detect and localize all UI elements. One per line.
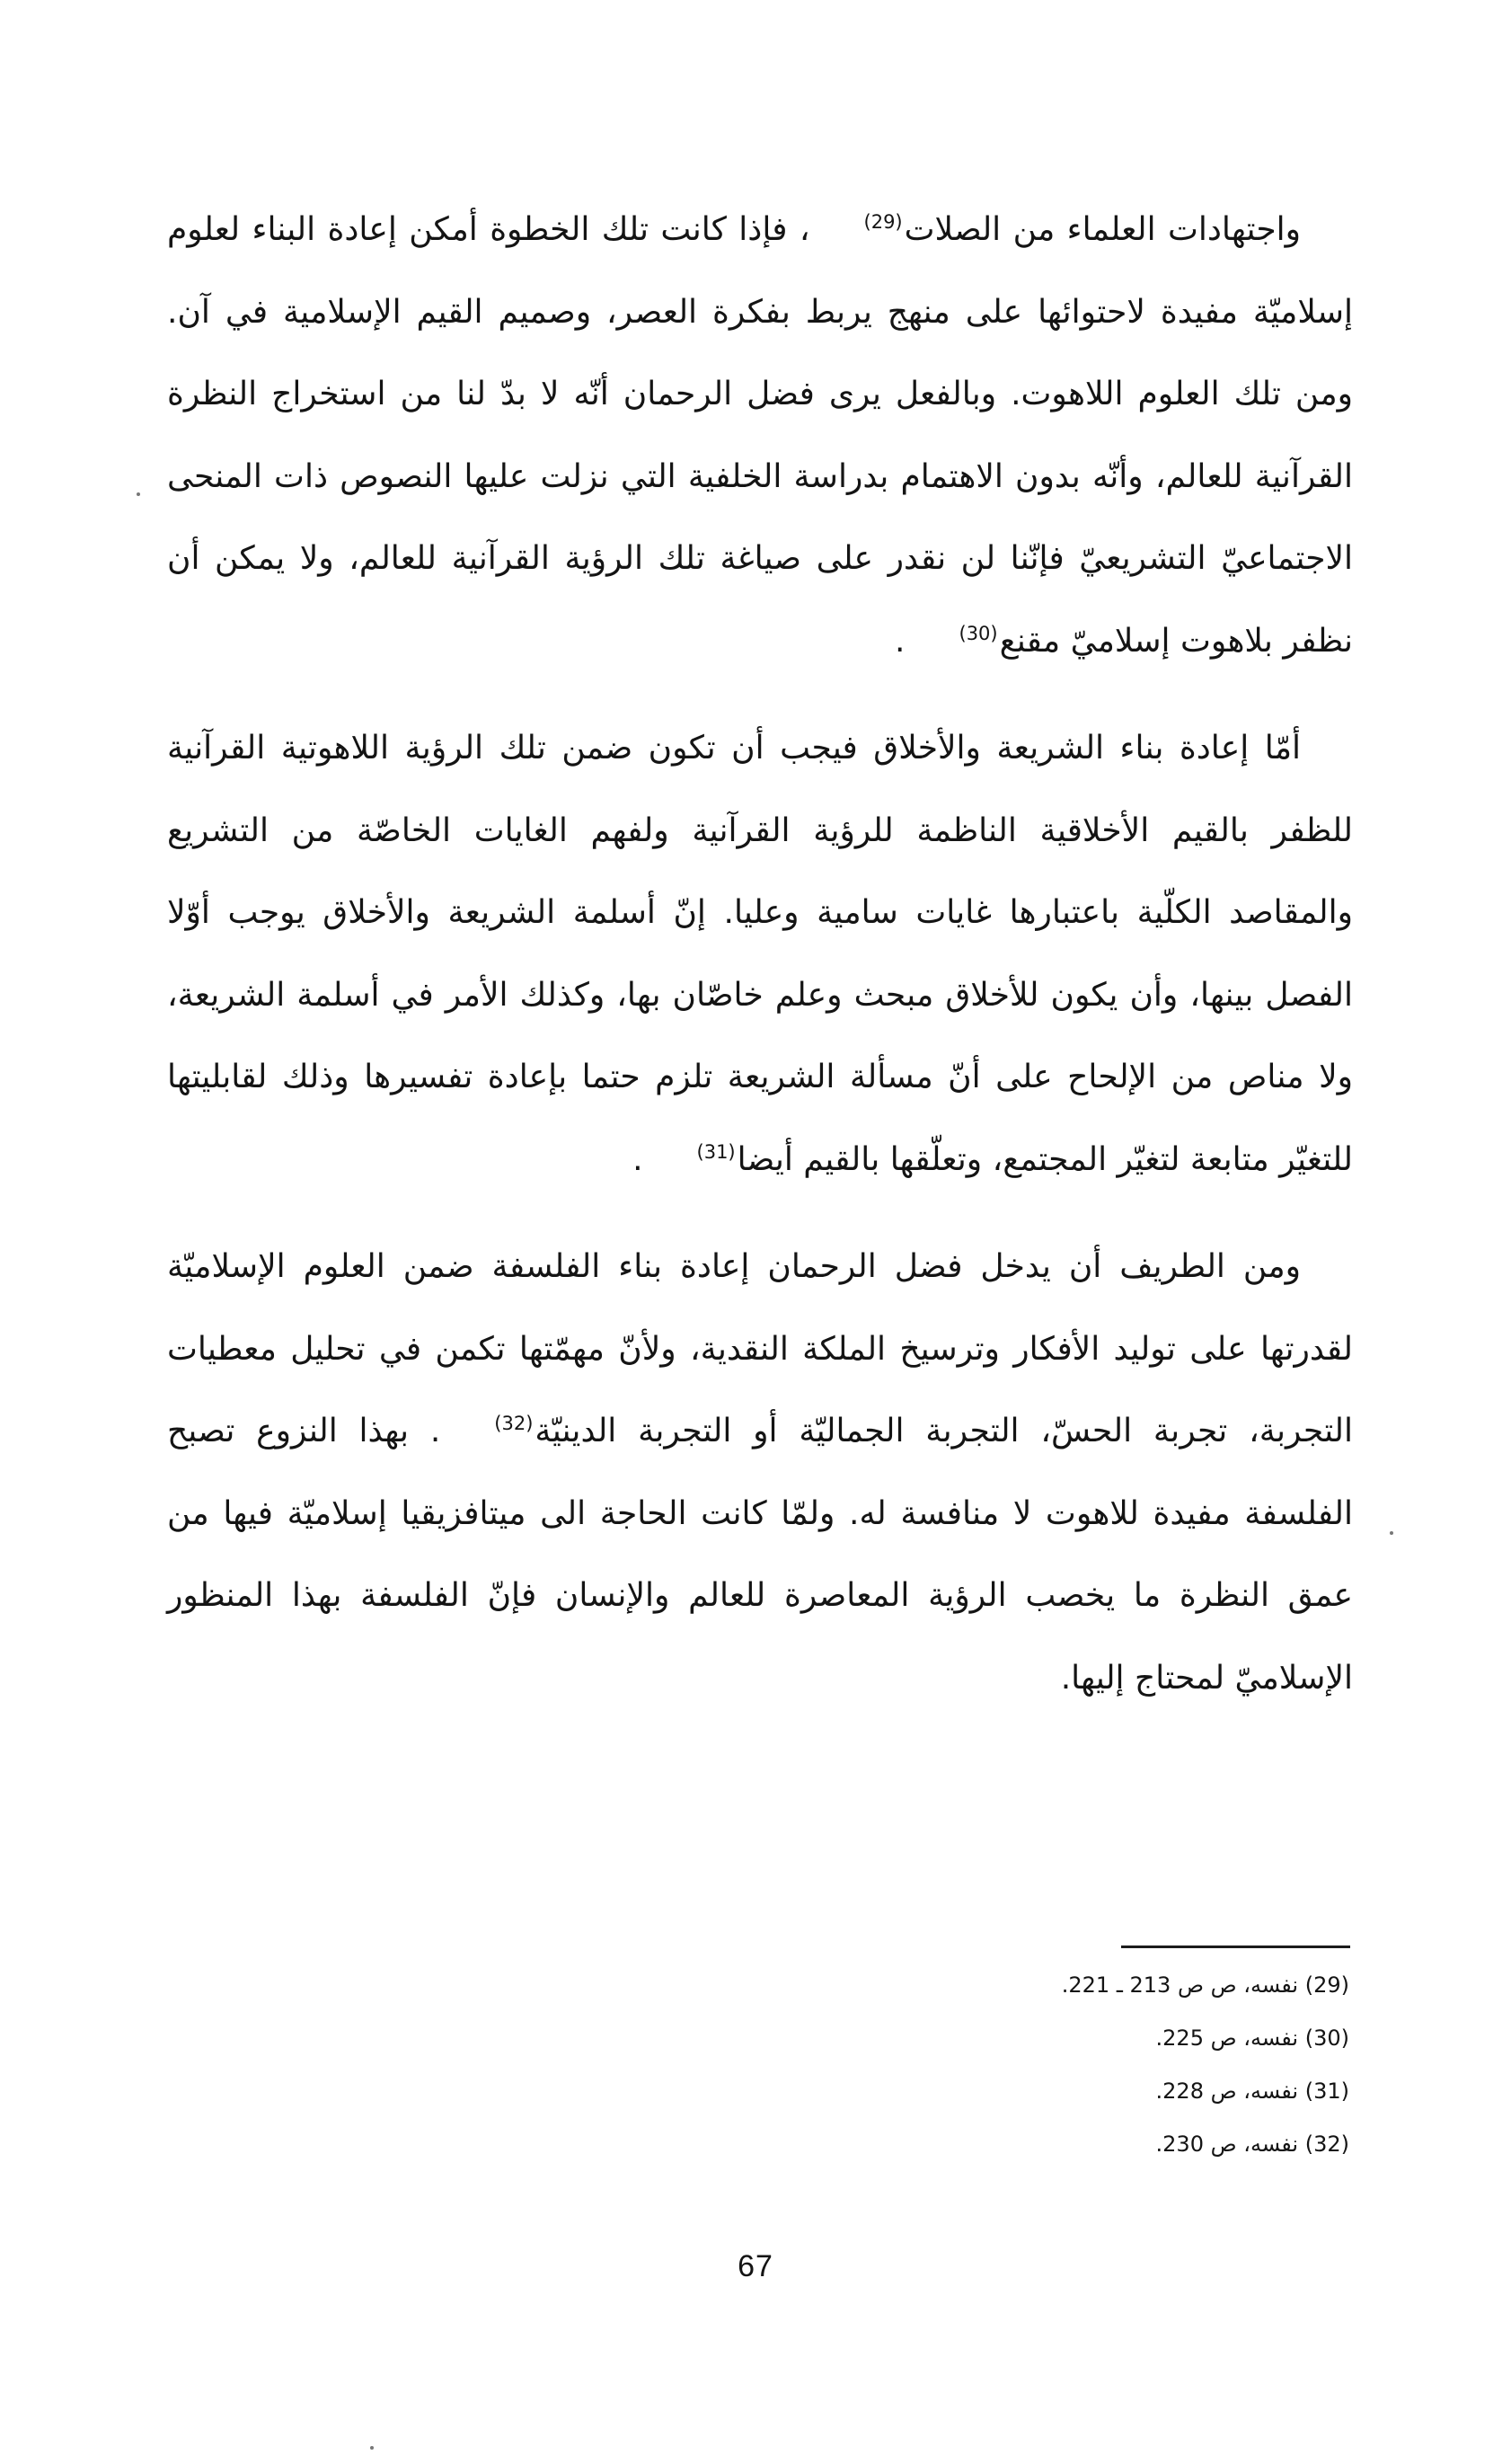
footnote-32: (32) نفسه، ص 230. [1155,2132,1349,2157]
footnote-29: (29) نفسه، ص ص 213 ـ 221. [1061,1972,1349,1998]
scan-speck [370,2446,374,2450]
paragraph-text: . بهذا النزوع تصبح الفلسفة مفيدة للاهوت لا منافسة له. ولمّا كانت الحاجة الى ميتافزيقيا إسلاميّة فيها من عمق النظرة ما يخصب الرؤية المعاصرة للعالم والإنسان فإنّ الفلسفة بهذا المنظور الإسلاميّ لمحتاج إليها. [167,1413,1353,1697]
main-text [167,189,1353,1719]
paragraph-text: أمّا إعادة بناء الشريعة والأخلاق فيجب أن تكون ضمن تلك الرؤية اللاهوتية القرآنية للظفر بالقيم الأخلاقية الناظمة للرؤية القرآنية ولفهم الغايات الخاصّة من التشريع والمقاصد الكلّية باعتبارها غايات سامية وعليا. إنّ أسلمة الشريعة والأخلاق يوجب أوّلا الفصل بينها، وأن يكون للأخلاق مبحث وعلم خاصّان بها، وكذلك الأمر في أسلمة الشريعة، ولا مناص من الإلحاح على أنّ مسألة الشريعة تلزم حتما بإعادة تفسيرها وذلك لقابليتها للتغيّر متابعة لتغيّر المجتمع، وتعلّقها بالقيم أيضا [167,730,1353,1178]
paragraph-text: . [632,1140,643,1178]
paragraph-text: واجتهادات العلماء من الصلات [904,211,1301,248]
page-number: 67 [738,2249,773,2283]
scan-speck [1390,1531,1393,1535]
paragraph-2: أمّا إعادة بناء الشريعة والأخلاق فيجب أن تكون ضمن تلك الرؤية اللاهوتية القرآنية للظفر بالقيم الأخلاقية الناظمة للرؤية القرآنية ولفهم الغايات الخاصّة من التشريع والمقاصد الكلّية باعتبارها غايات سامية وعليا. إنّ أسلمة الشريعة والأخلاق يوجب أوّلا الفصل بينها، وأن يكون للأخلاق مبحث وعلم خاصّان بها، وكذلك الأمر في أسلمة الشريعة، ولا مناص من الإلحاح على أنّ مسألة الشريعة تلزم حتما بإعادة تفسيرها وذلك لقابليتها للتغيّر متابعة لتغيّر المجتمع، وتعلّقها بالقيم أيضا$^{(31)}$. [167,730,1353,1178]
footnote-separator [1121,1945,1350,1948]
scan-speck [137,492,140,496]
paragraph-text: ، فإذا كانت تلك الخطوة أمكن إعادة البناء لعلوم إسلاميّة مفيدة لاحتوائها على منهج يربط بفكرة العصر، وصميم القيم الإسلامية في آن. ومن تلك العلوم اللاهوت. وبالفعل يرى فضل الرحمان أنّه لا بدّ لنا من استخراج النظرة القرآنية للعالم، وأنّه بدون الاهتمام بدراسة الخلفية التي نزلت عليها النصوص ذات المنحى الاجتماعيّ التشريعيّ فإنّنا لن نقدر على صياغة تلك الرؤية القرآنية للعالم، ولا يمكن أن نظفر بلاهوت إسلاميّ مقنع [167,211,1353,660]
paragraph-text: ومن الطريف أن يدخل فضل الرحمان إعادة بناء الفلسفة ضمن العلوم الإسلاميّة لقدرتها على توليد الأفكار وترسيخ الملكة النقدية، ولأنّ مهمّتها تكمن في تحليل معطيات التجربة، تجربة الحسّ، التجربة الجماليّة أو التجربة الدينيّة [167,1248,1353,1449]
paragraph-1: واجتهادات العلماء من الصلات$^{(29)}$، فإذا كانت تلك الخطوة أمكن إعادة البناء لعلوم إسلاميّة مفيدة لاحتوائها على منهج يربط بفكرة العصر، وصميم القيم الإسلامية في آن. ومن تلك العلوم اللاهوت. وبالفعل يرى فضل الرحمان أنّه لا بدّ لنا من استخراج النظرة القرآنية للعالم، وأنّه بدون الاهتمام بدراسة الخلفية التي نزلت عليها النصوص ذات المنحى الاجتماعيّ التشريعيّ فإنّنا لن نقدر على صياغة تلك الرؤية القرآنية للعالم، ولا يمكن أن نظفر بلاهوت إسلاميّ مقنع$^{(30)}$. [167,211,1353,660]
footnote-30: (30) نفسه، ص 225. [1155,2025,1349,2051]
paragraph-3: ومن الطريف أن يدخل فضل الرحمان إعادة بناء الفلسفة ضمن العلوم الإسلاميّة لقدرتها على توليد الأفكار وترسيخ الملكة النقدية، ولأنّ مهمّتها تكمن في تحليل معطيات التجربة، تجربة الحسّ، التجربة الجماليّة أو التجربة الدينيّة$^{(32)}$. بهذا النزوع تصبح الفلسفة مفيدة للاهوت لا منافسة له. ولمّا كانت الحاجة الى ميتافزيقيا إسلاميّة فيها من عمق النظرة ما يخصب الرؤية المعاصرة للعالم والإنسان فإنّ الفلسفة بهذا المنظور الإسلاميّ لمحتاج إليها. [167,1248,1353,1697]
footnote-31: (31) نفسه، ص 228. [1155,2078,1349,2104]
footnotes [809,1966,1349,2178]
paragraph-text: . [895,622,906,660]
